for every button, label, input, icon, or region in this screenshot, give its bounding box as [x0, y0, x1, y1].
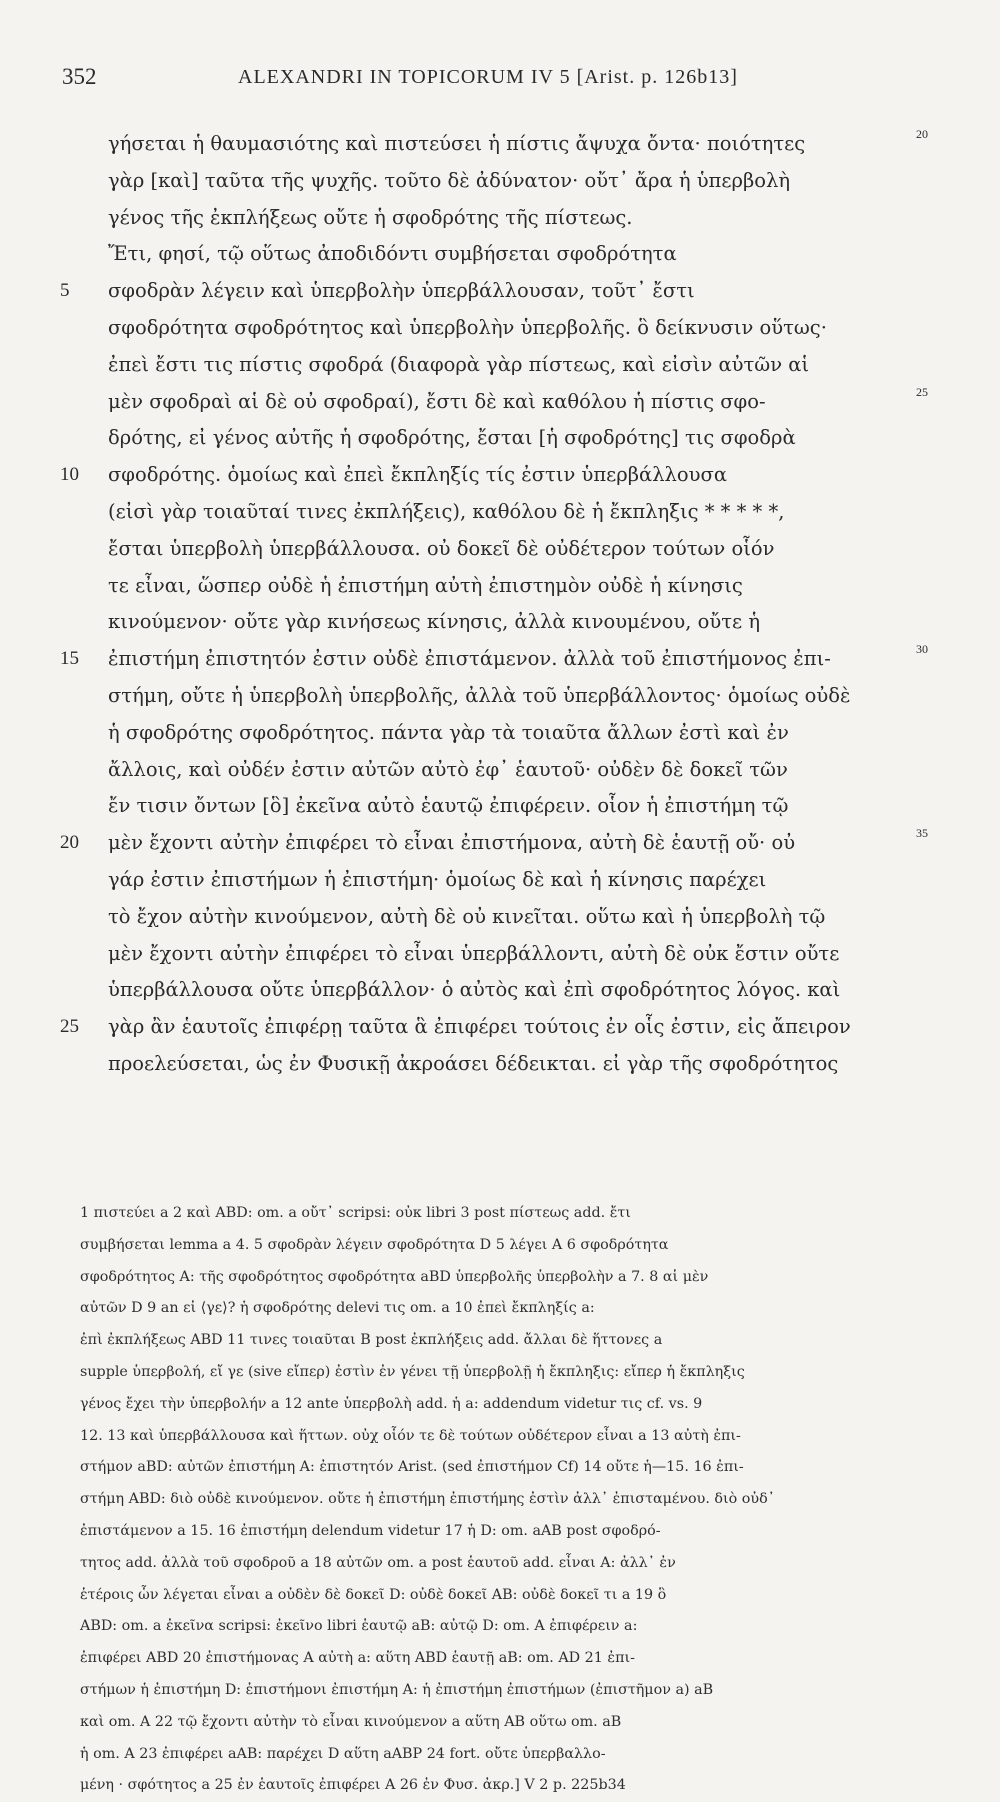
apparatus-line: 12. 13 καὶ ὑπερβάλλουσα καὶ ἥττων. οὐχ οἷόν τε δὲ τούτων οὐδέτερον εἶναι a 13 αὐτὴ ἐπι-	[80, 1427, 741, 1444]
line-text: κινούμενον· οὔτε γὰρ κινήσεως κίνησις, ἀλλὰ κινουμένου, οὔτε ἡ	[108, 610, 761, 634]
text-line	[40, 310, 940, 347]
margin-reference-number: 25	[916, 384, 928, 399]
apparatus-line: καὶ om. A 22 τῷ ἔχοντι αὐτὴν τὸ εἶναι κινούμενον a αὕτη AB οὕτω om. aB	[80, 1713, 622, 1730]
line-text: σφοδρὰν λέγειν καὶ ὑπερβολὴν ὑπερβάλλουσαν, τοῦτ᾽ ἔστι	[108, 279, 695, 303]
line-number: 20	[60, 832, 79, 854]
apparatus-line: ABD: om. a ἐκεῖνα scripsi: ἐκεῖνο libri ἑαυτῷ aB: αὐτῷ D: om. A ἐπιφέρειν a:	[80, 1618, 638, 1635]
text-line	[40, 1009, 940, 1046]
line-text: ἄλλοις, καὶ οὐδέν ἐστιν αὐτῶν αὐτὸ ἐφ᾽ ἑαυτοῦ· οὐδὲν δὲ δοκεῖ τῶν	[108, 757, 788, 781]
apparatus-line: ἐπιφέρει ABD 20 ἐπιστήμονας A αὐτὴ a: αὕτη ABD ἑαυτῇ aB: om. AD 21 ἐπι-	[80, 1650, 635, 1667]
line-number: 25	[60, 1016, 79, 1038]
line-text: ἔν τισιν ὄντων [ὃ] ἐκεῖνα αὐτὸ ἑαυτῷ ἐπιφέρειν. οἷον ἡ ἐπιστήμη τῷ	[108, 794, 789, 818]
apparatus-line: ἑτέροις ὧν λέγεται εἶναι a οὐδὲν δὲ δοκεῖ D: οὐδὲ δοκεῖ AB: οὐδὲ δοκεῖ τι a 19 ὃ	[80, 1586, 667, 1603]
text-line	[40, 494, 940, 531]
text-line	[40, 347, 940, 384]
line-text: σφοδρότης. ὁμοίως καὶ ἐπεὶ ἔκπληξίς τίς ἐστιν ὑπερβάλλουσα	[108, 463, 727, 487]
line-text: σφοδρότητα σφοδρότητος καὶ ὑπερβολὴν ὑπερβολῆς. ὃ δείκνυσιν οὕτως·	[108, 315, 827, 339]
main-text-body	[40, 126, 940, 1083]
apparatus-line: σφοδρότητος A: τῆς σφοδρότητος σφοδρότητα aBD ὑπερβολῆς ὑπερβολὴν a 7. 8 αἱ μὲν	[80, 1268, 709, 1285]
text-line	[40, 126, 940, 163]
apparatus-line: supple ὑπερβολή, εἴ γε (sive εἴπερ) ἐστὶν ἐν γένει τῇ ὑπερβολῇ ἡ ἔκπληξις: εἴπερ ἡ ἔκπληξις	[80, 1363, 745, 1380]
margin-reference-number: 30	[916, 642, 928, 657]
apparatus-line: συμβήσεται lemma a 4. 5 σφοδρὰν λέγειν σφοδρότητα D 5 λέγει A 6 σφοδρότητα	[80, 1236, 669, 1253]
apparatus-line: γένος ἔχει τὴν ὑπερβολήν a 12 ante ὑπερβολὴ add. ἡ a: addendum videtur τις cf. vs. 9	[80, 1395, 703, 1412]
text-line	[40, 604, 940, 641]
text-line	[40, 273, 940, 310]
line-text: ἡ σφοδρότης σφοδρότητος. πάντα γὰρ τὰ τοιαῦτα ἄλλων ἐστὶ καὶ ἐν	[108, 720, 789, 744]
text-line	[40, 1046, 940, 1083]
text-line	[40, 163, 940, 200]
line-text: μὲν σφοδραὶ αἱ δὲ οὐ σφοδραί), ἔστι δὲ καὶ καθόλου ἡ πίστις σφο-	[108, 389, 766, 413]
apparatus-line: αὐτῶν D 9 an εἰ ⟨γε⟩? ἡ σφοδρότης delevi τις om. a 10 ἐπεὶ ἔκπληξίς a:	[80, 1300, 595, 1317]
line-text: ἔσται ὑπερβολὴ ὑπερβάλλουσα. οὐ δοκεῖ δὲ οὐδέτερον τούτων οἷόν	[108, 536, 775, 560]
apparatus-line: ἡ om. A 23 ἐπιφέρει aAB: παρέχει D αὕτη aABP 24 fort. οὔτε ὑπερβαλλο-	[80, 1745, 606, 1762]
text-line	[40, 752, 940, 789]
running-head-title: ALEXANDRI IN TOPICORUM IV 5 [Arist. p. 126b13]	[238, 66, 738, 88]
apparatus-line: ἐπὶ ἐκπλήξεως ABD 11 τινες τοιαῦται B post ἐκπλήξεις add. ἄλλαι δὲ ἥττονες a	[80, 1332, 663, 1349]
text-line	[40, 420, 940, 457]
text-line	[40, 531, 940, 568]
line-text: τε εἶναι, ὥσπερ οὐδὲ ἡ ἐπιστήμη αὐτὴ ἐπιστημὸν οὐδὲ ἡ κίνησις	[108, 573, 743, 597]
text-line	[40, 899, 940, 936]
running-header	[62, 64, 892, 104]
line-text: μὲν ἔχοντι αὐτὴν ἐπιφέρει τὸ εἶναι ὑπερβάλλοντι, αὐτὴ δὲ οὐκ ἔστιν οὔτε	[108, 941, 840, 965]
line-text: γένος τῆς ἐκπλήξεως οὔτε ἡ σφοδρότης τῆς πίστεως.	[108, 205, 633, 229]
text-line	[40, 862, 940, 899]
text-line	[40, 788, 940, 825]
apparatus-line: στήμον aBD: αὐτῶν ἐπιστήμη A: ἐπιστητόν Arist. (sed ἐπιστήμον Cf) 14 οὔτε ἡ—15. 16 ἐπι-	[80, 1459, 744, 1476]
line-text: Ἔτι, φησί, τῷ οὕτως ἀποδιδόντι συμβήσεται σφοδρότητα	[108, 242, 677, 266]
line-number: 10	[60, 464, 79, 486]
margin-reference-number: 20	[916, 127, 928, 141]
line-text: ἐπιστήμη ἐπιστητόν ἐστιν οὐδὲ ἐπιστάμενον. ἀλλὰ τοῦ ἐπιστήμονος ἐπι-	[108, 647, 831, 671]
line-text: γὰρ [καὶ] ταῦτα τῆς ψυχῆς. τοῦτο δὲ ἀδύνατον· οὔτ᾽ ἄρα ἡ ὑπερβολὴ	[108, 168, 790, 192]
apparatus-line: 1 πιστεύει a 2 καὶ ABD: om. a οὔτ᾽ scripsi: οὐκ libri 3 post πίστεως add. ἔτι	[80, 1205, 631, 1221]
text-line	[40, 236, 940, 273]
line-text: μὲν ἔχοντι αὐτὴν ἐπιφέρει τὸ εἶναι ἐπιστήμονα, αὐτὴ δὲ ἑαυτῇ οὔ· οὐ	[108, 831, 796, 855]
line-text: γήσεται ἡ θαυμασιότης καὶ πιστεύσει ἡ πίστις ἄψυχα ὄντα· ποιότητες	[108, 132, 806, 155]
text-line	[40, 457, 940, 494]
line-text: γάρ ἐστιν ἐπιστήμων ἡ ἐπιστήμη· ὁμοίως δὲ καὶ ἡ κίνησις παρέχει	[108, 867, 767, 891]
line-text: ὑπερβάλλουσα οὔτε ὑπερβάλλον· ὁ αὐτὸς καὶ ἐπὶ σφοδρότητος λόγος. καὶ	[108, 978, 841, 1002]
text-line	[40, 641, 940, 678]
text-line	[40, 825, 940, 862]
line-number: 15	[60, 648, 79, 670]
line-text: τὸ ἔχον αὐτὴν κινούμενον, αὐτὴ δὲ οὐ κινεῖται. οὕτω καὶ ἡ ὑπερβολὴ τῷ	[108, 904, 826, 928]
critical-apparatus	[80, 1198, 900, 1802]
apparatus-line: στήμη ABD: διὸ οὐδὲ κινούμενον. οὔτε ἡ ἐπιστήμη ἐπιστήμης ἐστὶν ἀλλ᾽ ἐπισταμένου. διὸ οὐδ᾽	[80, 1491, 775, 1508]
line-text: (εἰσὶ γὰρ τοιαῦταί τινες ἐκπλήξεις), καθόλου δὲ ἡ ἔκπληξις * * * * *,	[108, 499, 785, 523]
apparatus-line: στήμων ἡ ἐπιστήμη D: ἐπιστήμονι ἐπιστήμη A: ἡ ἐπιστήμη ἐπιστήμων (ἐπιστῆμον a) aB	[80, 1681, 714, 1698]
apparatus-line: ἐπιστάμενον a 15. 16 ἐπιστήμη delendum videtur 17 ἡ D: om. aAB post σφοδρό-	[80, 1522, 661, 1539]
page-number: 352	[62, 64, 97, 89]
line-text: προελεύσεται, ὡς ἐν Φυσικῇ ἀκροάσει δέδεικται. εἰ γὰρ τῆς σφοδρότητος	[108, 1051, 839, 1075]
line-text: γὰρ ἂν ἑαυτοῖς ἐπιφέρῃ ταῦτα ἃ ἐπιφέρει τούτοις ἐν οἷς ἐστιν, εἰς ἄπειρον	[108, 1015, 851, 1039]
line-text: δρότης, εἰ γένος αὐτῆς ἡ σφοδρότης, ἔσται [ἡ σφοδρότης] τις σφοδρὰ	[108, 426, 796, 450]
text-line	[40, 678, 940, 715]
margin-reference-number: 35	[916, 826, 928, 841]
text-line	[40, 200, 940, 237]
apparatus-line: μένη · σφότητος a 25 ἐν ἑαυτοῖς ἐπιφέρει A 26 ἐν Φυσ. ἀκρ.] V 2 p. 225b34	[80, 1777, 626, 1794]
line-text: στήμη, οὔτε ἡ ὑπερβολὴ ὑπερβολῆς, ἀλλὰ τοῦ ὑπερβάλλοντος· ὁμοίως οὐδὲ	[108, 683, 851, 707]
line-number: 5	[60, 280, 70, 302]
line-text: ἐπεὶ ἔστι τις πίστις σφοδρά (διαφορὰ γὰρ πίστεως, καὶ εἰσὶν αὐτῶν αἱ	[108, 352, 810, 376]
text-line	[40, 936, 940, 973]
text-line	[40, 384, 940, 421]
text-line	[40, 972, 940, 1009]
apparatus-line: τητος add. ἀλλὰ τοῦ σφοδροῦ a 18 αὐτῶν om. a post ἑαυτοῦ add. εἶναι A: ἀλλ᾽ ἐν	[80, 1554, 676, 1571]
text-line	[40, 568, 940, 605]
text-line	[40, 715, 940, 752]
